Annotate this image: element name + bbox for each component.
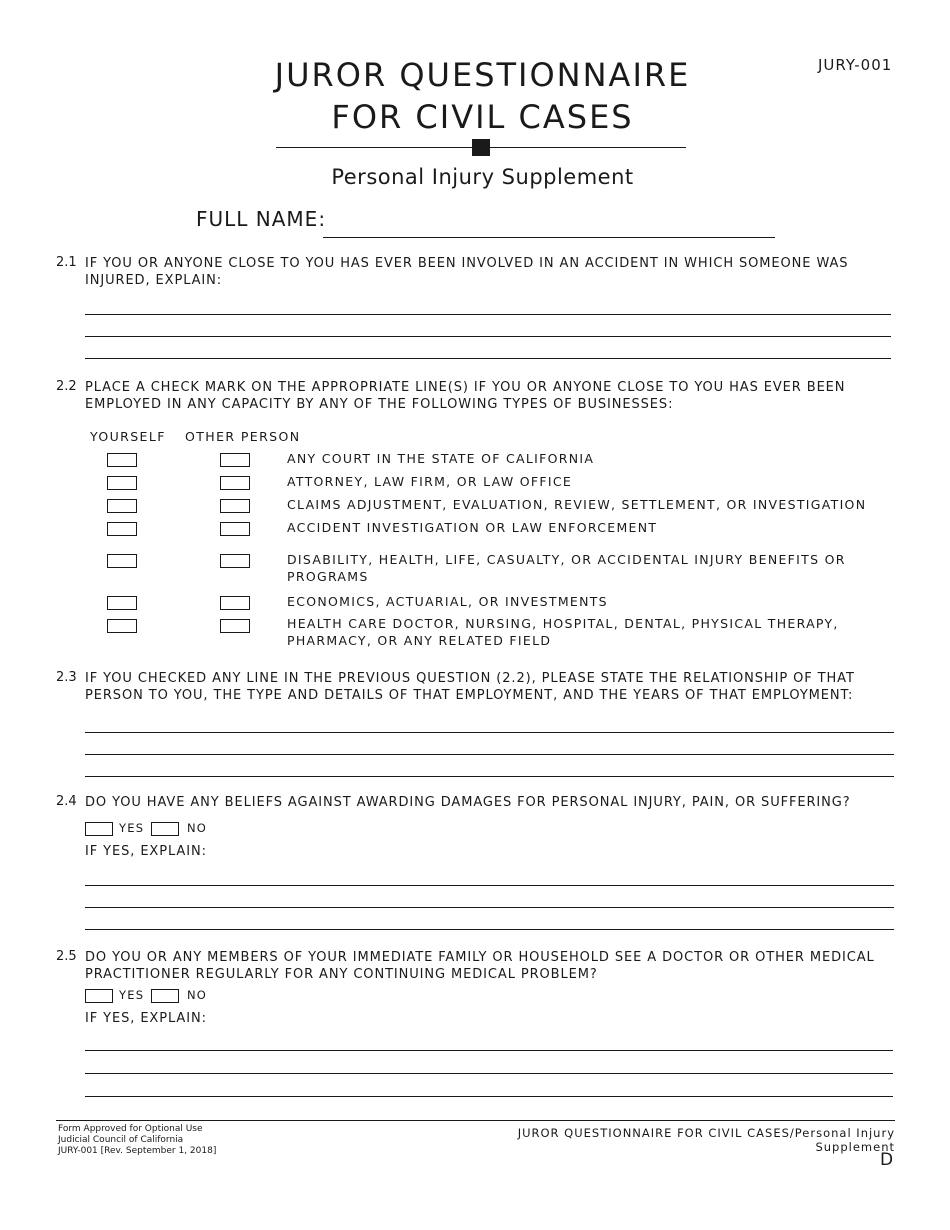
business-item-claims: CLAIMS ADJUSTMENT, EVALUATION, REVIEW, SETTLEMENT, OR INVESTIGATION bbox=[287, 497, 867, 512]
q2-4-no-checkbox[interactable] bbox=[151, 822, 179, 836]
col-yourself-header: YOURSELF bbox=[90, 429, 166, 444]
q2-5-explain-label: IF YES, EXPLAIN: bbox=[85, 1011, 207, 1026]
q2-4-answer-line[interactable] bbox=[85, 885, 894, 886]
checkbox-yourself-claims[interactable] bbox=[107, 499, 137, 513]
q2-5-no-checkbox[interactable] bbox=[151, 989, 179, 1003]
q2-5-number: 2.5 bbox=[56, 949, 77, 964]
q2-2-text: PLACE A CHECK MARK ON THE APPROPRIATE LINE(S) IF YOU OR ANYONE CLOSE TO YOU HAS EVER BEEN EMPLOYED IN ANY CAPACITY BY ANY OF THE FOLLOWING TYPES OF BUSINESSES: bbox=[85, 380, 846, 412]
business-item-health-care: HEALTH CARE DOCTOR, NURSING, HOSPITAL, DENTAL, PHYSICAL THERAPY, PHARMACY, OR ANY RELATED FIELD bbox=[287, 616, 839, 648]
page-letter: D bbox=[880, 1150, 894, 1170]
checkbox-other-claims[interactable] bbox=[220, 499, 250, 513]
q2-4-explain-label: IF YES, EXPLAIN: bbox=[85, 844, 207, 859]
q2-4-yes-checkbox[interactable] bbox=[85, 822, 113, 836]
q2-4-answer-line[interactable] bbox=[85, 907, 894, 908]
business-item-accident-investigation: ACCIDENT INVESTIGATION OR LAW ENFORCEMENT bbox=[287, 520, 658, 535]
business-item-attorney: ATTORNEY, LAW FIRM, OR LAW OFFICE bbox=[287, 474, 573, 489]
footer-approval-text: Form Approved for Optional Use bbox=[58, 1124, 203, 1134]
checkbox-other-accident-investigation[interactable] bbox=[220, 522, 250, 536]
q2-5-answer-line[interactable] bbox=[85, 1096, 893, 1097]
footer-council-text: Judicial Council of California bbox=[58, 1135, 184, 1145]
checkbox-other-attorney[interactable] bbox=[220, 476, 250, 490]
q2-1-answer-line[interactable] bbox=[85, 314, 891, 315]
footer-form-title: JUROR QUESTIONNAIRE FOR CIVIL CASES/Personal Injury Supplement bbox=[517, 1126, 895, 1154]
checkbox-yourself-attorney[interactable] bbox=[107, 476, 137, 490]
q2-1-answer-line[interactable] bbox=[85, 336, 891, 337]
q2-5-yes-label: YES bbox=[119, 988, 145, 1002]
q2-4-no-label: NO bbox=[187, 821, 208, 835]
q2-1-text: IF YOU OR ANYONE CLOSE TO YOU HAS EVER BEEN INVOLVED IN AN ACCIDENT IN WHICH SOMEONE WAS INJURED, EXPLAIN: bbox=[85, 256, 849, 288]
q2-5-yes-checkbox[interactable] bbox=[85, 989, 113, 1003]
q2-3-answer-line[interactable] bbox=[85, 776, 894, 777]
col-other-person-header: OTHER PERSON bbox=[185, 429, 301, 444]
q2-5-text: DO YOU OR ANY MEMBERS OF YOUR IMMEDIATE FAMILY OR HOUSEHOLD SEE A DOCTOR OR OTHER MEDICAL PRACTITIONER REGULARLY FOR ANY CONTINUING MEDICAL PROBLEM? bbox=[85, 950, 875, 982]
checkbox-yourself-accident-investigation[interactable] bbox=[107, 522, 137, 536]
q2-2-number: 2.2 bbox=[56, 379, 77, 394]
form-subtitle: Personal Injury Supplement bbox=[331, 165, 634, 189]
footer-revision-text: JURY-001 [Rev. September 1, 2018] bbox=[58, 1146, 217, 1156]
q2-3-answer-line[interactable] bbox=[85, 732, 894, 733]
q2-1-answer-line[interactable] bbox=[85, 358, 891, 359]
footer-divider bbox=[56, 1120, 895, 1121]
full-name-field[interactable] bbox=[323, 237, 775, 238]
q2-5-answer-line[interactable] bbox=[85, 1050, 893, 1051]
checkbox-yourself-health-care[interactable] bbox=[107, 619, 137, 633]
form-title-line1: JUROR QUESTIONNAIRE bbox=[274, 56, 691, 94]
q2-5-no-label: NO bbox=[187, 988, 208, 1002]
q2-3-text: IF YOU CHECKED ANY LINE IN THE PREVIOUS QUESTION (2.2), PLEASE STATE THE RELATIONSHIP OF THAT PERSON TO YOU, THE TYPE AND DETAILS OF THAT EMPLOYMENT, AND THE YEARS OF THAT EMPLOYMENT: bbox=[85, 671, 855, 703]
q2-3-number: 2.3 bbox=[56, 670, 77, 685]
form-id: JURY-001 bbox=[818, 56, 893, 74]
q2-5-answer-line[interactable] bbox=[85, 1073, 893, 1074]
form-title-line2: FOR CIVIL CASES bbox=[331, 98, 634, 136]
checkbox-yourself-economics[interactable] bbox=[107, 596, 137, 610]
q2-4-answer-line[interactable] bbox=[85, 929, 894, 930]
checkbox-other-health-care[interactable] bbox=[220, 619, 250, 633]
business-item-court: ANY COURT IN THE STATE OF CALIFORNIA bbox=[287, 451, 595, 466]
q2-4-yes-label: YES bbox=[119, 821, 145, 835]
checkbox-yourself-court[interactable] bbox=[107, 453, 137, 467]
full-name-label: FULL NAME: bbox=[196, 207, 327, 231]
q2-3-answer-line[interactable] bbox=[85, 754, 894, 755]
business-item-disability: DISABILITY, HEALTH, LIFE, CASUALTY, OR ACCIDENTAL INJURY BENEFITS OR PROGRAMS bbox=[287, 552, 846, 584]
q2-4-number: 2.4 bbox=[56, 794, 77, 809]
business-item-economics: ECONOMICS, ACTUARIAL, OR INVESTMENTS bbox=[287, 594, 608, 609]
checkbox-other-court[interactable] bbox=[220, 453, 250, 467]
checkbox-other-economics[interactable] bbox=[220, 596, 250, 610]
checkbox-yourself-disability[interactable] bbox=[107, 554, 137, 568]
q2-4-text: DO YOU HAVE ANY BELIEFS AGAINST AWARDING DAMAGES FOR PERSONAL INJURY, PAIN, OR SUFFERING? bbox=[85, 795, 851, 810]
title-square-ornament bbox=[472, 139, 490, 156]
checkbox-other-disability[interactable] bbox=[220, 554, 250, 568]
q2-1-number: 2.1 bbox=[56, 255, 77, 270]
